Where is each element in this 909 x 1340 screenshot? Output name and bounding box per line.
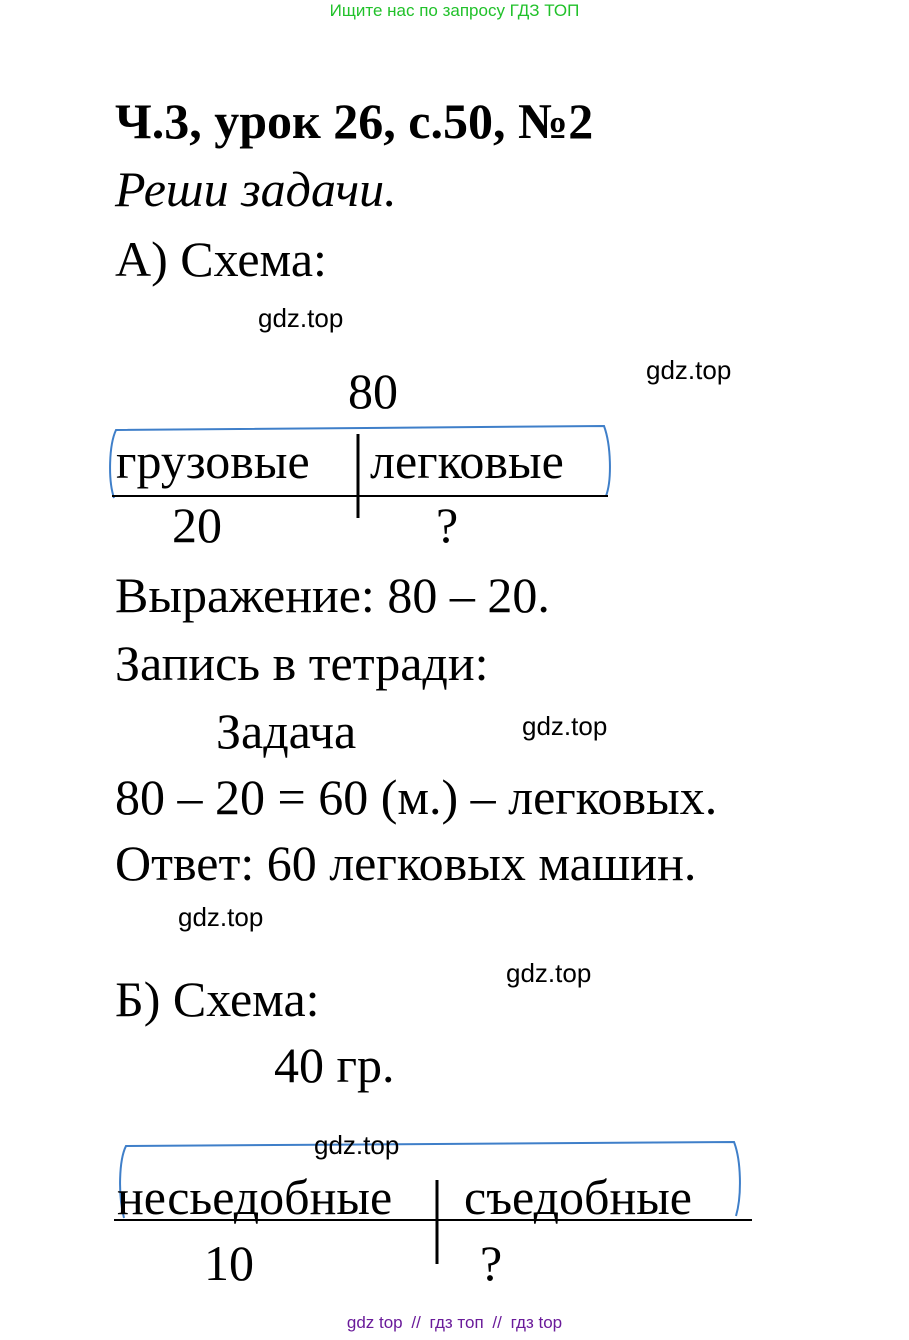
part-b-label: Б) Схема: <box>115 971 320 1027</box>
part-a-notebook-heading: Запись в тетради: <box>115 635 489 691</box>
watermark: gdz.top <box>506 958 592 988</box>
part-b-right-value: ? <box>480 1235 503 1291</box>
watermark: gdz.top <box>178 902 264 932</box>
page-title: Ч.3, урок 26, с.50, №2 <box>115 93 594 149</box>
part-b-right-segment: съедобные <box>464 1169 693 1225</box>
part-a-answer: Ответ: 60 легковых машин. <box>115 835 697 891</box>
footer-link[interactable]: гдз топ <box>429 1313 484 1332</box>
watermark: gdz.top <box>314 1130 400 1160</box>
part-b-left-segment: несьедобные <box>117 1169 393 1225</box>
footer-separator: // <box>411 1313 421 1332</box>
part-b-total: 40 гр. <box>274 1037 395 1093</box>
part-b-left-value: 10 <box>204 1235 254 1291</box>
footer-separator: // <box>492 1313 502 1332</box>
watermark: gdz.top <box>258 303 344 333</box>
part-a-right-value: ? <box>436 497 459 553</box>
part-a-left-value: 20 <box>172 497 222 553</box>
footer-links <box>0 1313 909 1333</box>
footer-link[interactable]: gdz top <box>346 1313 403 1332</box>
part-a-solution: 80 – 20 = 60 (м.) – легковых. <box>115 769 718 825</box>
watermark: gdz.top <box>522 711 608 741</box>
footer-link[interactable]: гдз top <box>510 1313 563 1332</box>
part-a-right-segment: легковые <box>370 433 564 489</box>
part-a-label: А) Схема: <box>115 231 327 287</box>
top-banner-link[interactable]: Ищите нас по запросу ГДЗ ТОП <box>329 1 580 20</box>
part-a-total: 80 <box>348 363 398 419</box>
task-instruction: Реши задачи. <box>115 161 397 217</box>
watermark: gdz.top <box>646 355 732 385</box>
part-a-task-heading: Задача <box>216 703 357 759</box>
part-a-expression: Выражение: 80 – 20. <box>115 567 550 623</box>
part-a-left-segment: грузовые <box>116 433 310 489</box>
